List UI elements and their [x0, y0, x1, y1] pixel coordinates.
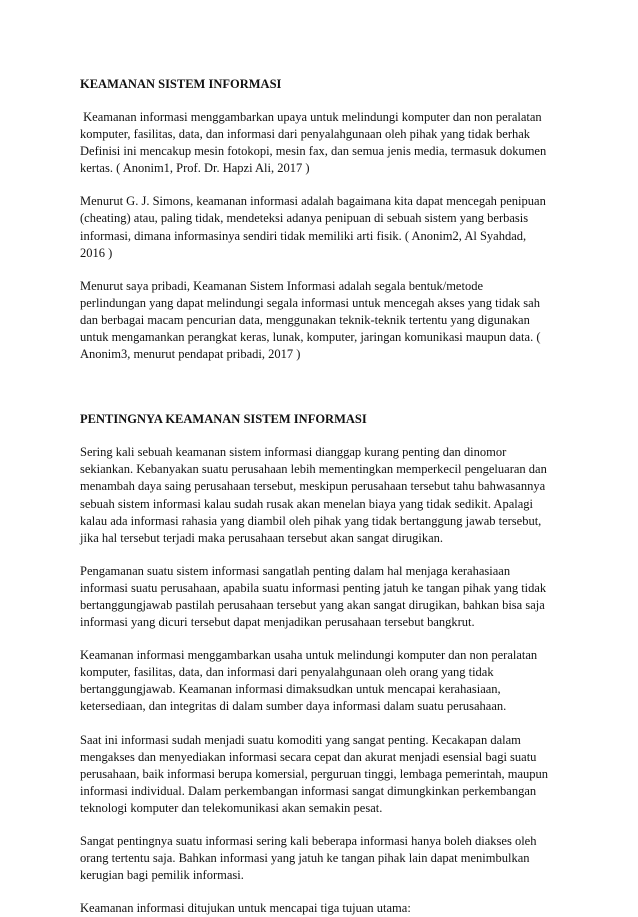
text-line: menambah daya saing perusahaan tersebut, meskipun perusahaan tersebut tahu bahwasannya: [80, 479, 546, 494]
section-1-title: KEAMANAN SISTEM INFORMASI: [80, 77, 282, 91]
text-line: ketersediaan, dan integritas di dalam sumber daya informasi dalam suatu perusahaan.: [80, 699, 507, 714]
text-line: Menurut G. J. Simons, keamanan informasi adalah bagaimana kita dapat mencegah penipuan: [80, 194, 546, 209]
text-line: kertas. ( Anonim1, Prof. Dr. Hapzi Ali, 2017 ): [80, 161, 310, 176]
paragraph-definition: [80, 109, 564, 177]
text-line: bertanggungjawab. Keamanan informasi dimaksudkan untuk mencapai kerahasiaan,: [80, 682, 501, 697]
text-line: Definisi ini mencakup mesin fotokopi, mesin fax, dan semua jenis media, termasuk dokumen: [80, 144, 547, 159]
text-line: Pengamanan suatu sistem informasi sangatlah penting dalam hal menjaga kerahasiaan: [80, 563, 511, 578]
document-page: [80, 76, 564, 917]
paragraph-personal-opinion: [80, 278, 564, 363]
text-line: Keamanan informasi ditujukan untuk mencapai tiga tujuan utama:: [80, 901, 411, 916]
text-line: Anonim3, menurut pendapat pribadi, 2017 ): [80, 347, 301, 362]
text-line: komputer, fasilitas, data, dan informasi dari penyalahgunaan oleh pihak yang tidak berhak: [80, 127, 531, 142]
text-line: komputer, fasilitas, data, dan informasi dari penyalahgunaan oleh orang yang tidak: [80, 665, 494, 680]
text-line: sekiankan. Kebanyakan suatu perusahaan lebih mementingkan memperkecil pengeluaran dan: [80, 462, 547, 477]
paragraph-importance: [80, 444, 564, 547]
text-line: Saat ini informasi sudah menjadi suatu komoditi yang sangat penting. Kecakapan dalam: [80, 732, 521, 747]
text-line: Sering kali sebuah keamanan sistem informasi dianggap kurang penting dan dinomor: [80, 445, 507, 460]
text-line: Keamanan informasi menggambarkan upaya untuk melindungi komputer dan non peralatan: [80, 110, 542, 124]
text-line: teknologi komputer dan telekomunikasi akan semakin pesat.: [80, 800, 383, 815]
text-line: Keamanan informasi menggambarkan usaha untuk melindungi komputer dan non peralatan: [80, 648, 538, 663]
text-line: informasi individual. Dalam perkembangan informasi sangat dimungkinkan perkembangan: [80, 783, 537, 798]
section-2-title: PENTINGNYA KEAMANAN SISTEM INFORMASI: [80, 412, 367, 427]
text-line: dan berbagai macam pencurian data, menggunakan teknik-teknik tertentu yang digunakan: [80, 312, 530, 327]
text-line: kalau ada informasi rahasia yang diambil oleh pihak yang tidak bertanggung jawab tersebut,: [80, 513, 542, 528]
text-line: (cheating) atau, paling tidak, mendeteksi adanya penipuan di sebuah sistem yang berbasis: [80, 211, 529, 226]
text-line: informasi, dimana informasinya sendiri tidak memiliki arti fisik. ( Anonim2, Al Syahdad,: [80, 228, 527, 243]
text-line: mengakses dan menyediakan informasi secara cepat dan akurat menjadi esensial bagi suatu: [80, 749, 537, 764]
paragraph-information-security: [80, 647, 564, 715]
text-line: kerugian bagi pemilik informasi.: [80, 868, 244, 883]
text-line: perusahaan, baik informasi berupa komersial, perguruan tinggi, lembaga pemerintah, maupun: [80, 766, 549, 781]
paragraph-security-measures: [80, 563, 564, 631]
text-line: sebuah sistem informasi kalau sudah rusak akan menelan biaya yang tidak sedikit. Apalagi: [80, 496, 534, 511]
text-line: Menurut saya pribadi, Keamanan Sistem Informasi adalah segala bentuk/metode: [80, 278, 483, 293]
text-line: orang tertentu saja. Bahkan informasi yang jatuh ke tangan pihak lain dapat menimbulkan: [80, 851, 530, 866]
paragraph-simons: [80, 193, 564, 261]
text-line: 2016 ): [80, 245, 113, 260]
text-line: Sangat pentingnya suatu informasi sering kali beberapa informasi hanya boleh diakses oleh: [80, 834, 537, 848]
text-line: bertanggungjawab pastilah perusahaan tersebut yang akan sangat dirugikan, bahkan bisa saja: [80, 597, 545, 612]
text-line: untuk mengamankan perangkat keras, lunak, komputer, jaringan komunikasi maupun data. (: [80, 330, 541, 345]
text-line: perlindungan yang dapat melindungi segala informasi untuk mencegah akses yang tidak sah: [80, 295, 540, 310]
text-line: jika hal tersebut terjadi maka perusahaan tersebut akan sangat dirugikan.: [80, 530, 444, 545]
text-line: informasi yang dicuri tersebut dapat menjadikan perusahaan tersebut bangkrut.: [80, 615, 475, 630]
paragraph-restricted-access: [80, 833, 564, 884]
paragraph-commodity: [80, 732, 564, 817]
text-line: informasi suatu perusahaan, apabila suatu informasi penting jatuh ke tangan pihak yang tidak: [80, 580, 547, 595]
